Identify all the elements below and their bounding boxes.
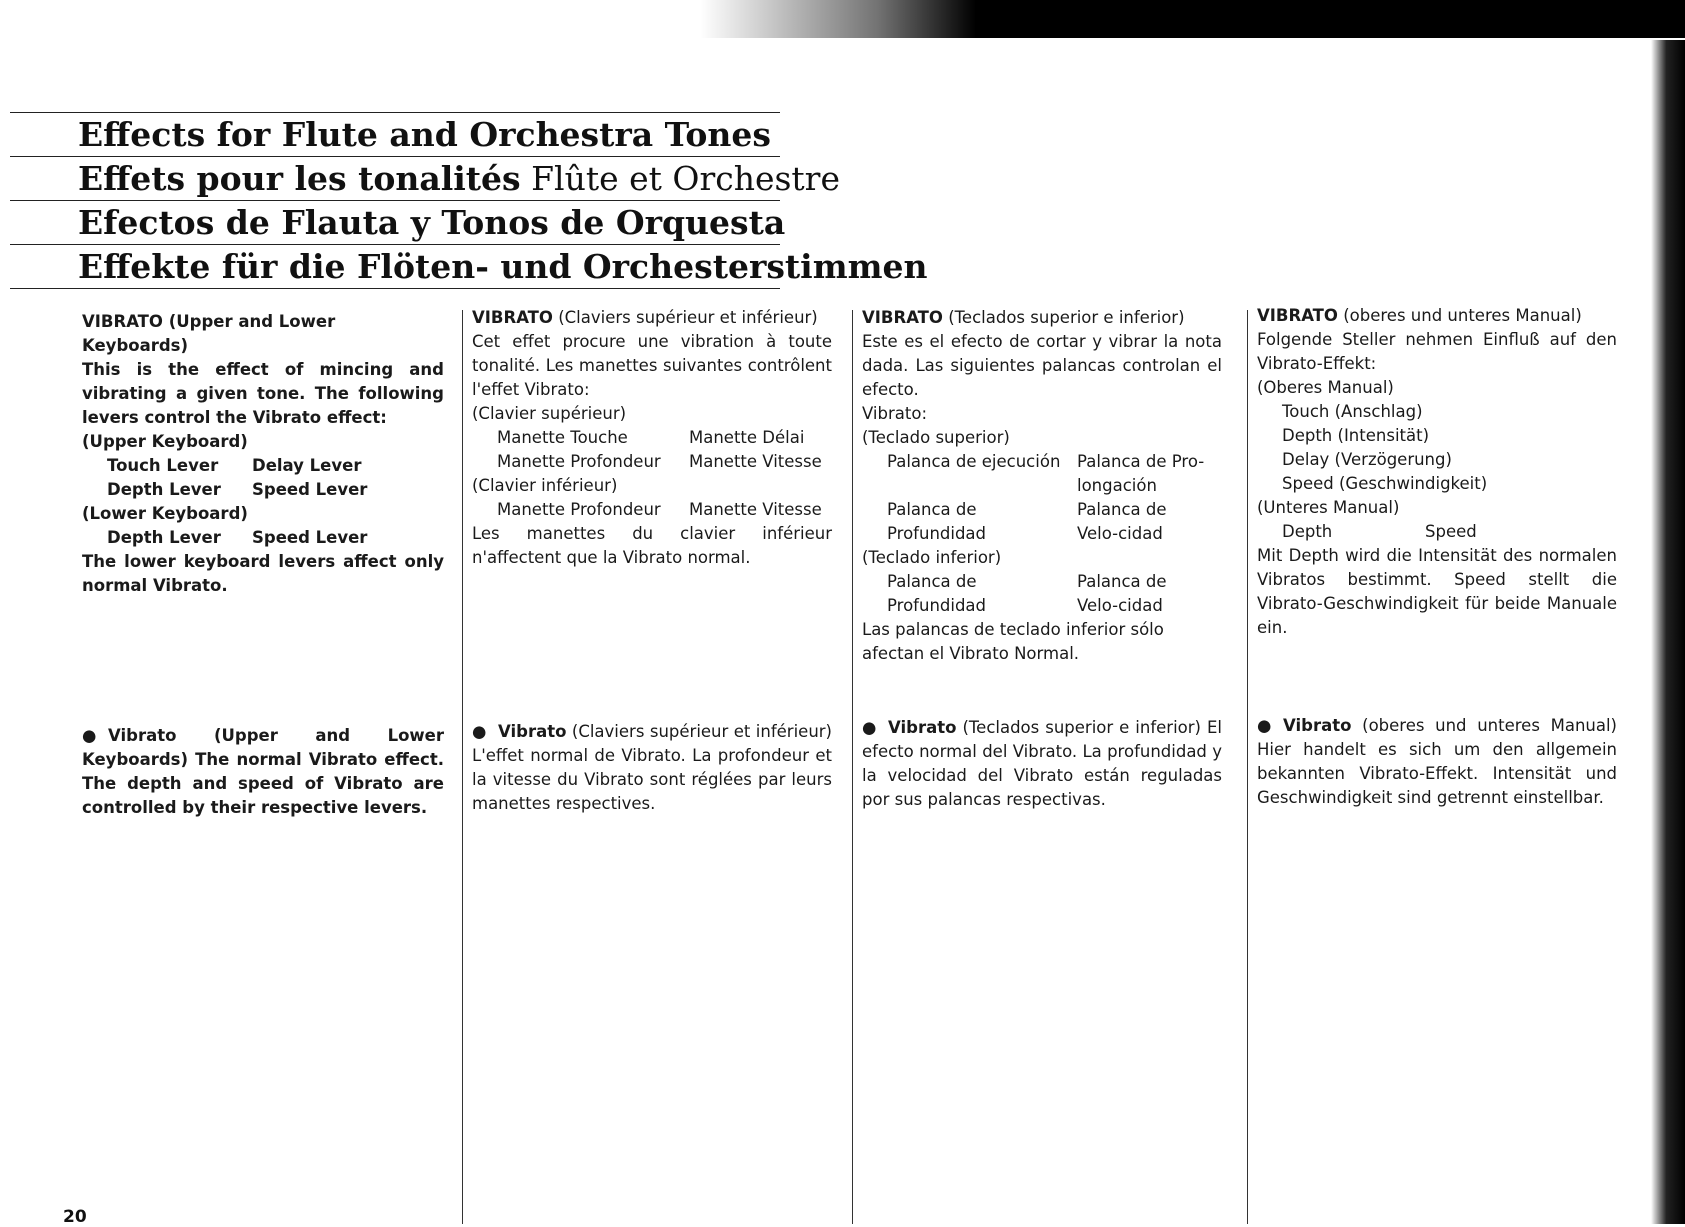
intro-text: Cet effet procure une vibration à toute tonalité. Les manettes suivantes contrôlent l'effet Vibrato: — [472, 332, 832, 399]
bullet-text: L'effet normal de Vibrato. La profondeur et la vitesse du Vibrato sont réglées par leurs manettes respectives. — [472, 746, 832, 813]
bullet-rest: (oberes und unteres Manual) — [1362, 716, 1617, 735]
lever-name: Palanca de Profundidad — [887, 500, 987, 543]
lower-manual-label: (Unteres Manual) — [1257, 498, 1400, 517]
bullet-section — [82, 724, 444, 820]
lever-name: Manette Délai — [689, 428, 805, 447]
bullet-label: Vibrato — [498, 722, 567, 741]
title-french — [10, 156, 840, 200]
heading-label: VIBRATO — [1257, 306, 1338, 325]
heading-rest: (Teclados superior e inferior) — [948, 308, 1185, 327]
lever-row — [82, 478, 444, 502]
lever-name: Touch Lever — [107, 456, 219, 475]
lever-name: Delay Lever — [252, 456, 362, 475]
intro-text: This is the effect of mincing and vibrating a given tone. The following levers control the Vibrato effect: — [82, 360, 444, 427]
bullet-section — [472, 720, 832, 816]
column-divider — [462, 310, 463, 1224]
setting-item: Speed (Geschwindigkeit) — [1282, 474, 1488, 493]
bullet-text: The normal Vibrato effect. The depth and speed of Vibrato are controlled by their respective levers. — [82, 750, 444, 817]
note-text: The lower keyboard levers affect only normal Vibrato. — [82, 552, 444, 595]
bullet-rest: (Teclados superior e inferior) — [962, 718, 1201, 737]
lever-row — [862, 450, 1222, 498]
lever-name: Manette Profondeur — [497, 500, 661, 519]
column-divider — [1247, 310, 1248, 1224]
setting-item: Delay (Verzögerung) — [1282, 450, 1452, 469]
lever-row — [472, 426, 832, 450]
lever-name: Depth Lever — [107, 480, 221, 499]
vibrato-label: Vibrato: — [862, 404, 928, 423]
intro-text: Este es el efecto de cortar y vibrar la nota dada. Las siguientes palancas controlan el efecto. — [862, 332, 1222, 399]
lever-row — [82, 526, 444, 550]
page-number: 20 — [63, 1207, 87, 1227]
lever-row — [472, 450, 832, 474]
lower-keyboard-label: (Teclado inferior) — [862, 548, 1002, 567]
lever-name: Depth Lever — [107, 528, 221, 547]
lever-name: Manette Vitesse — [689, 452, 822, 471]
title-spanish: Efectos de Flauta y Tonos de Orquesta — [10, 200, 780, 244]
setting-item: Depth — [1282, 522, 1333, 541]
lever-name: Manette Vitesse — [689, 500, 822, 519]
bullet-icon: ● — [82, 726, 97, 745]
intro-text: Folgende Steller nehmen Einfluß auf den Vibrato-Effekt: — [1257, 330, 1617, 373]
lever-row — [862, 570, 1222, 618]
upper-keyboard-label: (Clavier supérieur) — [472, 404, 627, 423]
heading-label: VIBRATO — [862, 308, 943, 327]
lower-keyboard-label: (Clavier inférieur) — [472, 476, 618, 495]
heading-rest: (oberes und unteres Manual) — [1343, 306, 1582, 325]
setting-item: Speed — [1425, 522, 1477, 541]
lever-name: Manette Profondeur — [497, 452, 661, 471]
upper-manual-label: (Oberes Manual) — [1257, 378, 1394, 397]
bullet-icon: ● — [1257, 716, 1272, 735]
bullet-section — [1257, 714, 1617, 810]
section-heading — [82, 310, 444, 358]
column-spanish — [862, 306, 1223, 809]
lever-name: Manette Touche — [497, 428, 628, 447]
heading-rest: (Claviers supérieur et inférieur) — [558, 308, 818, 327]
column-french — [472, 306, 832, 813]
title-block — [10, 112, 928, 289]
column-english — [82, 310, 444, 817]
title-english: Effects for Flute and Orchestra Tones — [10, 112, 780, 156]
lever-name: Speed Lever — [252, 480, 368, 499]
bullet-text: El efecto normal del Vibrato. La profundidad y la velocidad del Vibrato están reguladas por sus palancas respectivas. — [862, 718, 1223, 809]
bullet-label: Vibrato — [888, 718, 957, 737]
section-heading — [862, 306, 1222, 330]
note-text: Mit Depth wird die Intensität des normalen Vibratos bestimmt. Speed stellt die Vibrato-Geschwindigkeit für beide Manuale ein. — [1257, 546, 1617, 637]
lever-name: Palanca de ejecución — [887, 452, 1061, 471]
lever-name: Palanca de Profundidad — [887, 572, 987, 615]
scan-shadow-right — [1651, 40, 1685, 1224]
lever-name: Palanca de Pro-longación — [1077, 452, 1205, 495]
bullet-rest: (Claviers supérieur et inférieur) — [571, 722, 832, 741]
setting-row — [1257, 520, 1617, 544]
bullet-label: Vibrato — [1283, 716, 1352, 735]
bullet-icon: ● — [472, 722, 487, 741]
lever-row — [82, 454, 444, 478]
bullet-text: Hier handelt es sich um den allgemein bekannten Vibrato-Effekt. Intensität und Geschwindigkeit sind getrennt einstellbar. — [1257, 740, 1617, 807]
title-french-prefix: Effets pour les tonalités — [78, 159, 521, 198]
heading-rest: (Upper and Lower Keyboards) — [82, 312, 336, 355]
lever-row — [862, 498, 1222, 546]
lever-name: Palanca de Velo-cidad — [1077, 500, 1167, 543]
heading-label: VIBRATO — [82, 312, 163, 331]
bullet-icon: ● — [862, 718, 877, 737]
lever-name: Palanca de Velo-cidad — [1077, 572, 1167, 615]
bullet-section — [862, 716, 1222, 812]
note-text: Les manettes du clavier inférieur n'affectent que la Vibrato normal. — [472, 524, 832, 567]
column-german — [1257, 304, 1617, 807]
lever-name: Speed Lever — [252, 528, 368, 547]
scan-shadow-top — [700, 0, 1685, 38]
section-heading — [472, 306, 832, 330]
bullet-label: Vibrato — [108, 726, 177, 745]
title-french-suffix: Flûte et Orchestre — [531, 159, 840, 198]
column-divider — [852, 310, 853, 1224]
setting-item: Depth (Intensität) — [1282, 426, 1430, 445]
section-heading — [1257, 304, 1617, 328]
bullet-rest: (Upper and Lower Keyboards) — [82, 726, 444, 769]
upper-keyboard-label: (Upper Keyboard) — [82, 432, 248, 451]
heading-label: VIBRATO — [472, 308, 553, 327]
note-text: Las palancas de teclado inferior sólo afectan el Vibrato Normal. — [862, 620, 1164, 663]
lower-keyboard-label: (Lower Keyboard) — [82, 504, 248, 523]
title-german: Effekte für die Flöten- und Orchesterstimmen — [10, 244, 780, 289]
setting-item: Touch (Anschlag) — [1282, 402, 1423, 421]
upper-keyboard-label: (Teclado superior) — [862, 428, 1010, 447]
lever-row — [472, 498, 832, 522]
